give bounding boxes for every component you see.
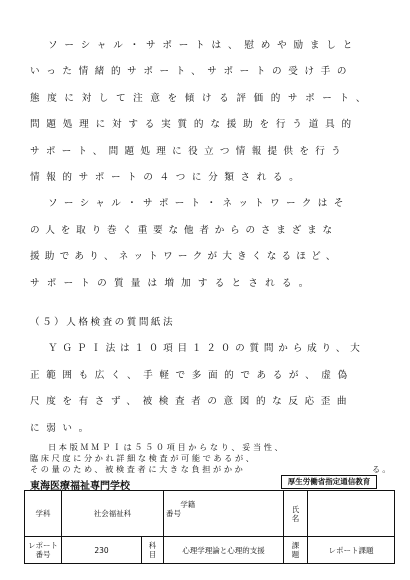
- report-cover-form: [24, 490, 395, 564]
- topic-label: 課 題: [284, 537, 308, 564]
- body-line: 態度に対して注意を傾ける評価的サポート、: [30, 93, 374, 104]
- subject-value: 心理学理論と心理的支援: [164, 537, 284, 564]
- subject-label: 科 目: [142, 537, 164, 564]
- section-heading: （５）人格検査の質問紙法: [30, 317, 176, 328]
- name-label: 氏 名: [284, 491, 308, 537]
- body-line: 援助であり、ネットワークが大きくなるほど、: [30, 251, 341, 262]
- body-line: ＹＧＰＩ法は１０項目１２０の質問から成り、大: [48, 343, 365, 354]
- student-no-cell: [164, 491, 284, 537]
- name-value: [308, 491, 395, 537]
- body-line: の人を取り巻く重要な他者からのさまざまな: [30, 225, 338, 236]
- body-line: に弱い。: [30, 423, 95, 434]
- body-line: サポート、問題処理に役立つ情報提供を行う: [30, 146, 348, 157]
- body-line: その量のため、被検査者に大きな負担がかか: [30, 464, 246, 474]
- body-line: ソーシャル・サポートは、慰めや励ましと: [48, 40, 360, 51]
- student-no-label: 学籍 番号: [166, 500, 196, 518]
- body-line: 問題処理に対する実質的な援助を行う道具的: [30, 119, 358, 130]
- body-line: 尺度を有さず、被検査者の意図的な反応歪曲: [30, 396, 354, 407]
- accreditation-badge: 厚生労働省指定通信教育: [281, 475, 377, 489]
- report-no-label: レポート 番号: [25, 537, 62, 564]
- body-line: 情報的サポートの４つに分類される。: [30, 172, 306, 183]
- report-no-value: 230: [62, 537, 142, 564]
- body-line: 臨床尺度に分かれ詳細な検査が可能であるが、: [30, 453, 257, 463]
- body-line: いった情緒的サポート、サポートの受け手の: [30, 66, 354, 77]
- body-line: 日本版ＭＭＰＩは５５０項目からなり、妥当性、: [48, 442, 286, 452]
- dept-value: 社会福祉科: [62, 491, 164, 537]
- topic-value: レポート課題: [308, 537, 395, 564]
- body-line: ソーシャル・サポート・ネットワークはそ: [48, 198, 350, 209]
- dept-label: 学科: [25, 491, 62, 537]
- body-line: る。: [372, 464, 393, 474]
- body-line: 正範囲も広く、手軽で多面的であるが、虚偽: [30, 370, 354, 381]
- body-line: サポートの質量は増加するとされる。: [30, 278, 316, 289]
- school-name: 東海医療福祉専門学校: [30, 481, 130, 492]
